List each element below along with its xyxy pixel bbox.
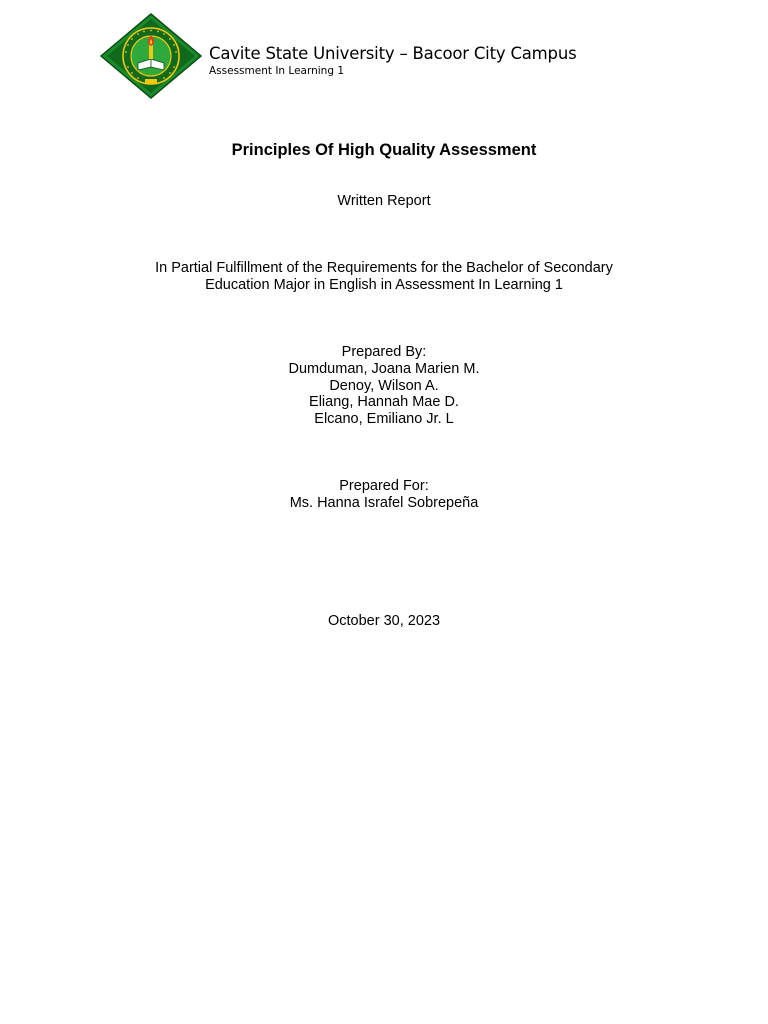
university-name: Cavite State University – Bacoor City Campus xyxy=(209,44,577,63)
letterhead xyxy=(209,43,576,77)
document-title: Principles Of High Quality Assessment xyxy=(231,141,537,159)
author-name: Dumduman, Joana Marien M. xyxy=(288,361,480,377)
author-name: Denoy, Wilson A. xyxy=(329,378,439,394)
document-type: Written Report xyxy=(337,193,431,209)
university-seal-logo xyxy=(100,13,202,99)
author-name: Elcano, Emiliano Jr. L xyxy=(314,411,454,427)
document-date: October 30, 2023 xyxy=(327,613,441,629)
author-name: Eliang, Hannah Mae D. xyxy=(309,394,459,410)
course-subtitle: Assessment In Learning 1 xyxy=(209,65,345,77)
fulfillment-line-2: Education Major in English in Assessment In Learning 1 xyxy=(205,277,563,293)
prepared-for-label: Prepared For: xyxy=(339,478,429,494)
instructor-name: Ms. Hanna Israfel Sobrepeña xyxy=(289,495,479,511)
prepared-by-label: Prepared By: xyxy=(341,344,427,360)
fulfillment-line-1: In Partial Fulfillment of the Requirements for the Bachelor of Secondary xyxy=(155,260,613,276)
